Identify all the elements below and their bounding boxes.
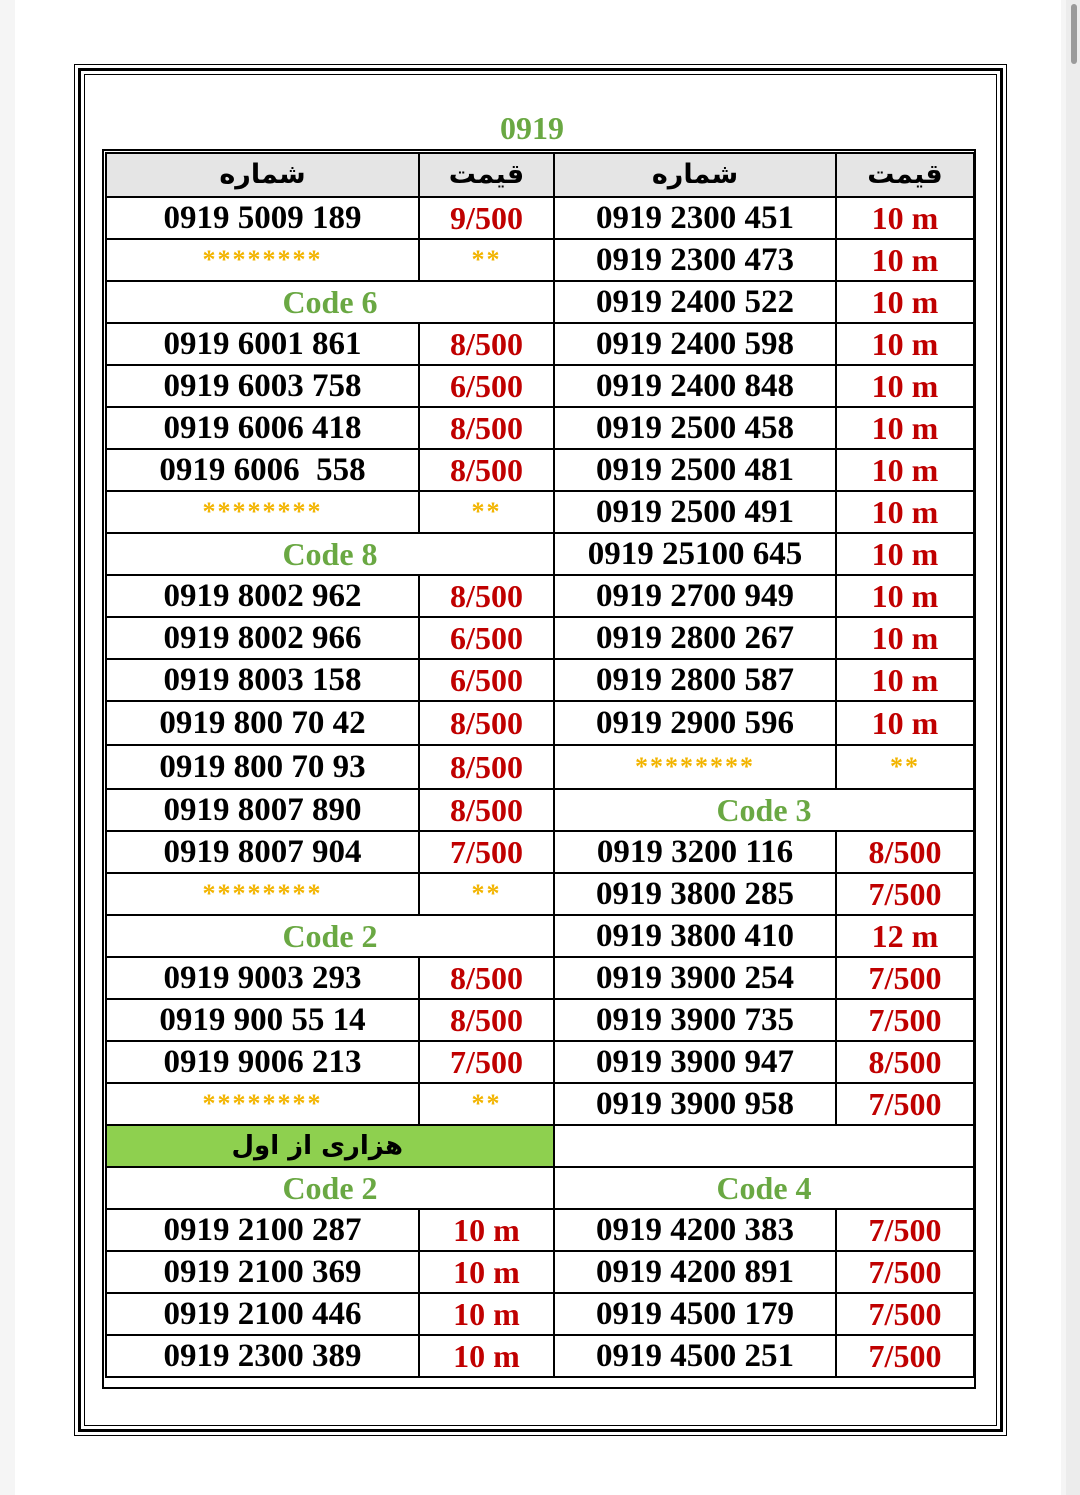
stars-separator-price: ** [419,491,554,533]
phone-number: 0919 2300 473 [554,239,836,281]
code-heading: Code 4 [554,1167,974,1209]
phone-number: 0919 3200 116 [554,831,836,873]
phone-number: 0919 5009 189 [106,197,419,239]
table-row [106,1209,974,1251]
phone-number: 0919 8007 904 [106,831,419,873]
price: 10 m [419,1209,554,1251]
table-row [106,575,974,617]
phone-number: 0919 6003 758 [106,365,419,407]
price: 7/500 [836,999,974,1041]
price: 10 m [836,575,974,617]
stars-separator: ******** [554,745,836,789]
phone-number: 0919 9006 213 [106,1041,419,1083]
phone-number: 0919 2300 451 [554,197,836,239]
price: 10 m [836,239,974,281]
phone-number: 0919 4500 179 [554,1293,836,1335]
phone-number: 0919 3800 410 [554,915,836,957]
table-row [106,449,974,491]
price: 6/500 [419,365,554,407]
table-row [106,745,974,789]
stars-separator: ******** [106,873,419,915]
price: 9/500 [419,197,554,239]
code-heading: Code 8 [106,533,554,575]
price: 10 m [836,197,974,239]
phone-number: 0919 2100 369 [106,1251,419,1293]
phone-number: 0919 2500 491 [554,491,836,533]
phone-number: 0919 2800 587 [554,659,836,701]
table-row [106,1167,974,1209]
phone-number: 0919 3900 947 [554,1041,836,1083]
price: 10 m [836,533,974,575]
phone-number: 0919 3900 735 [554,999,836,1041]
phone-number: 0919 3900 254 [554,957,836,999]
table-row [106,197,974,239]
table-row [106,1083,974,1125]
stars-separator-price: ** [419,873,554,915]
scrollbar-thumb[interactable] [1071,4,1077,64]
phone-number: 0919 2500 458 [554,407,836,449]
empty-cell [554,1125,974,1167]
phone-number: 0919 3900 958 [554,1083,836,1125]
price: 10 m [419,1251,554,1293]
stars-separator: ******** [106,239,419,281]
stars-separator-price: ** [419,1083,554,1125]
table-row [106,915,974,957]
phone-number: 0919 8003 158 [106,659,419,701]
code-heading: Code 6 [106,281,554,323]
price: 10 m [836,659,974,701]
phone-number: 0919 2400 598 [554,323,836,365]
phone-number: 0919 2700 949 [554,575,836,617]
phone-number: 0919 800 70 42 [106,701,419,745]
phone-number: 0919 2800 267 [554,617,836,659]
price: 7/500 [836,957,974,999]
table-row [106,1251,974,1293]
phone-number: 0919 2100 287 [106,1209,419,1251]
table-header-row [106,153,974,197]
phone-number: 0919 9003 293 [106,957,419,999]
header-number-left: شماره [106,153,419,197]
phone-number: 0919 8007 890 [106,789,419,831]
phone-number: 0919 4200 383 [554,1209,836,1251]
price: 7/500 [836,1335,974,1377]
phone-number: 0919 2400 848 [554,365,836,407]
table-row [106,1293,974,1335]
page-title: 0919 [500,110,564,146]
table-row [106,1125,974,1167]
phone-number: 0919 4500 251 [554,1335,836,1377]
price: 8/500 [419,449,554,491]
price: 7/500 [836,873,974,915]
section-heading [106,1125,554,1167]
price: 8/500 [419,999,554,1041]
price: 8/500 [419,407,554,449]
price: 8/500 [836,831,974,873]
price: 12 m [836,915,974,957]
price: 7/500 [836,1293,974,1335]
phone-number: 0919 6006 558 [106,449,419,491]
phone-number: 0919 8002 966 [106,617,419,659]
phone-number: 0919 900 55 14 [106,999,419,1041]
code-heading: Code 2 [106,1167,554,1209]
code-heading: Code 3 [554,789,974,831]
price: 10 m [836,449,974,491]
phone-number: 0919 6001 861 [106,323,419,365]
table-row [106,957,974,999]
price: 10 m [836,281,974,323]
scrollbar-track[interactable] [1066,0,1080,1495]
table-row [106,281,974,323]
price: 8/500 [419,575,554,617]
phone-number: 0919 4200 891 [554,1251,836,1293]
price: 8/500 [419,323,554,365]
price-table [105,152,975,1378]
price: 10 m [836,323,974,365]
phone-number: 0919 800 70 93 [106,745,419,789]
price: 6/500 [419,659,554,701]
table-row [106,1041,974,1083]
table-row [106,491,974,533]
price: 8/500 [419,701,554,745]
price: 6/500 [419,617,554,659]
table-row [106,999,974,1041]
price: 10 m [836,701,974,745]
table-row [106,407,974,449]
price: 8/500 [419,957,554,999]
price: 7/500 [836,1251,974,1293]
price: 10 m [836,491,974,533]
phone-number: 0919 2500 481 [554,449,836,491]
code-heading: Code 2 [106,915,554,957]
section-heading-label: هزاری از اول [231,1131,403,1161]
phone-number: 0919 2300 389 [106,1335,419,1377]
stars-separator: ******** [106,491,419,533]
table-row [106,701,974,745]
phone-number: 0919 2400 522 [554,281,836,323]
phone-number: 0919 25100 645 [554,533,836,575]
price: 7/500 [836,1083,974,1125]
table-row [106,789,974,831]
price: 10 m [836,617,974,659]
header-price-left: قیمت [419,153,554,197]
table-row [106,1335,974,1377]
price: 10 m [419,1293,554,1335]
price: 8/500 [419,789,554,831]
phone-number: 0919 2100 446 [106,1293,419,1335]
phone-number: 0919 2900 596 [554,701,836,745]
phone-number: 0919 6006 418 [106,407,419,449]
price: 8/500 [836,1041,974,1083]
table-row [106,323,974,365]
table-row [106,533,974,575]
table-row [106,617,974,659]
stars-separator: ******** [106,1083,419,1125]
stars-separator-price: ** [836,745,974,789]
stars-separator-price: ** [419,239,554,281]
price: 10 m [836,407,974,449]
table-row [106,831,974,873]
header-number-right: شماره [554,153,836,197]
phone-number: 0919 8002 962 [106,575,419,617]
price: 7/500 [419,1041,554,1083]
header-price-right: قیمت [836,153,974,197]
table-row [106,659,974,701]
price: 7/500 [419,831,554,873]
table-row [106,365,974,407]
phone-number: 0919 3800 285 [554,873,836,915]
table-row [106,239,974,281]
price: 8/500 [419,745,554,789]
price: 10 m [836,365,974,407]
table-row [106,873,974,915]
price: 10 m [419,1335,554,1377]
price: 7/500 [836,1209,974,1251]
